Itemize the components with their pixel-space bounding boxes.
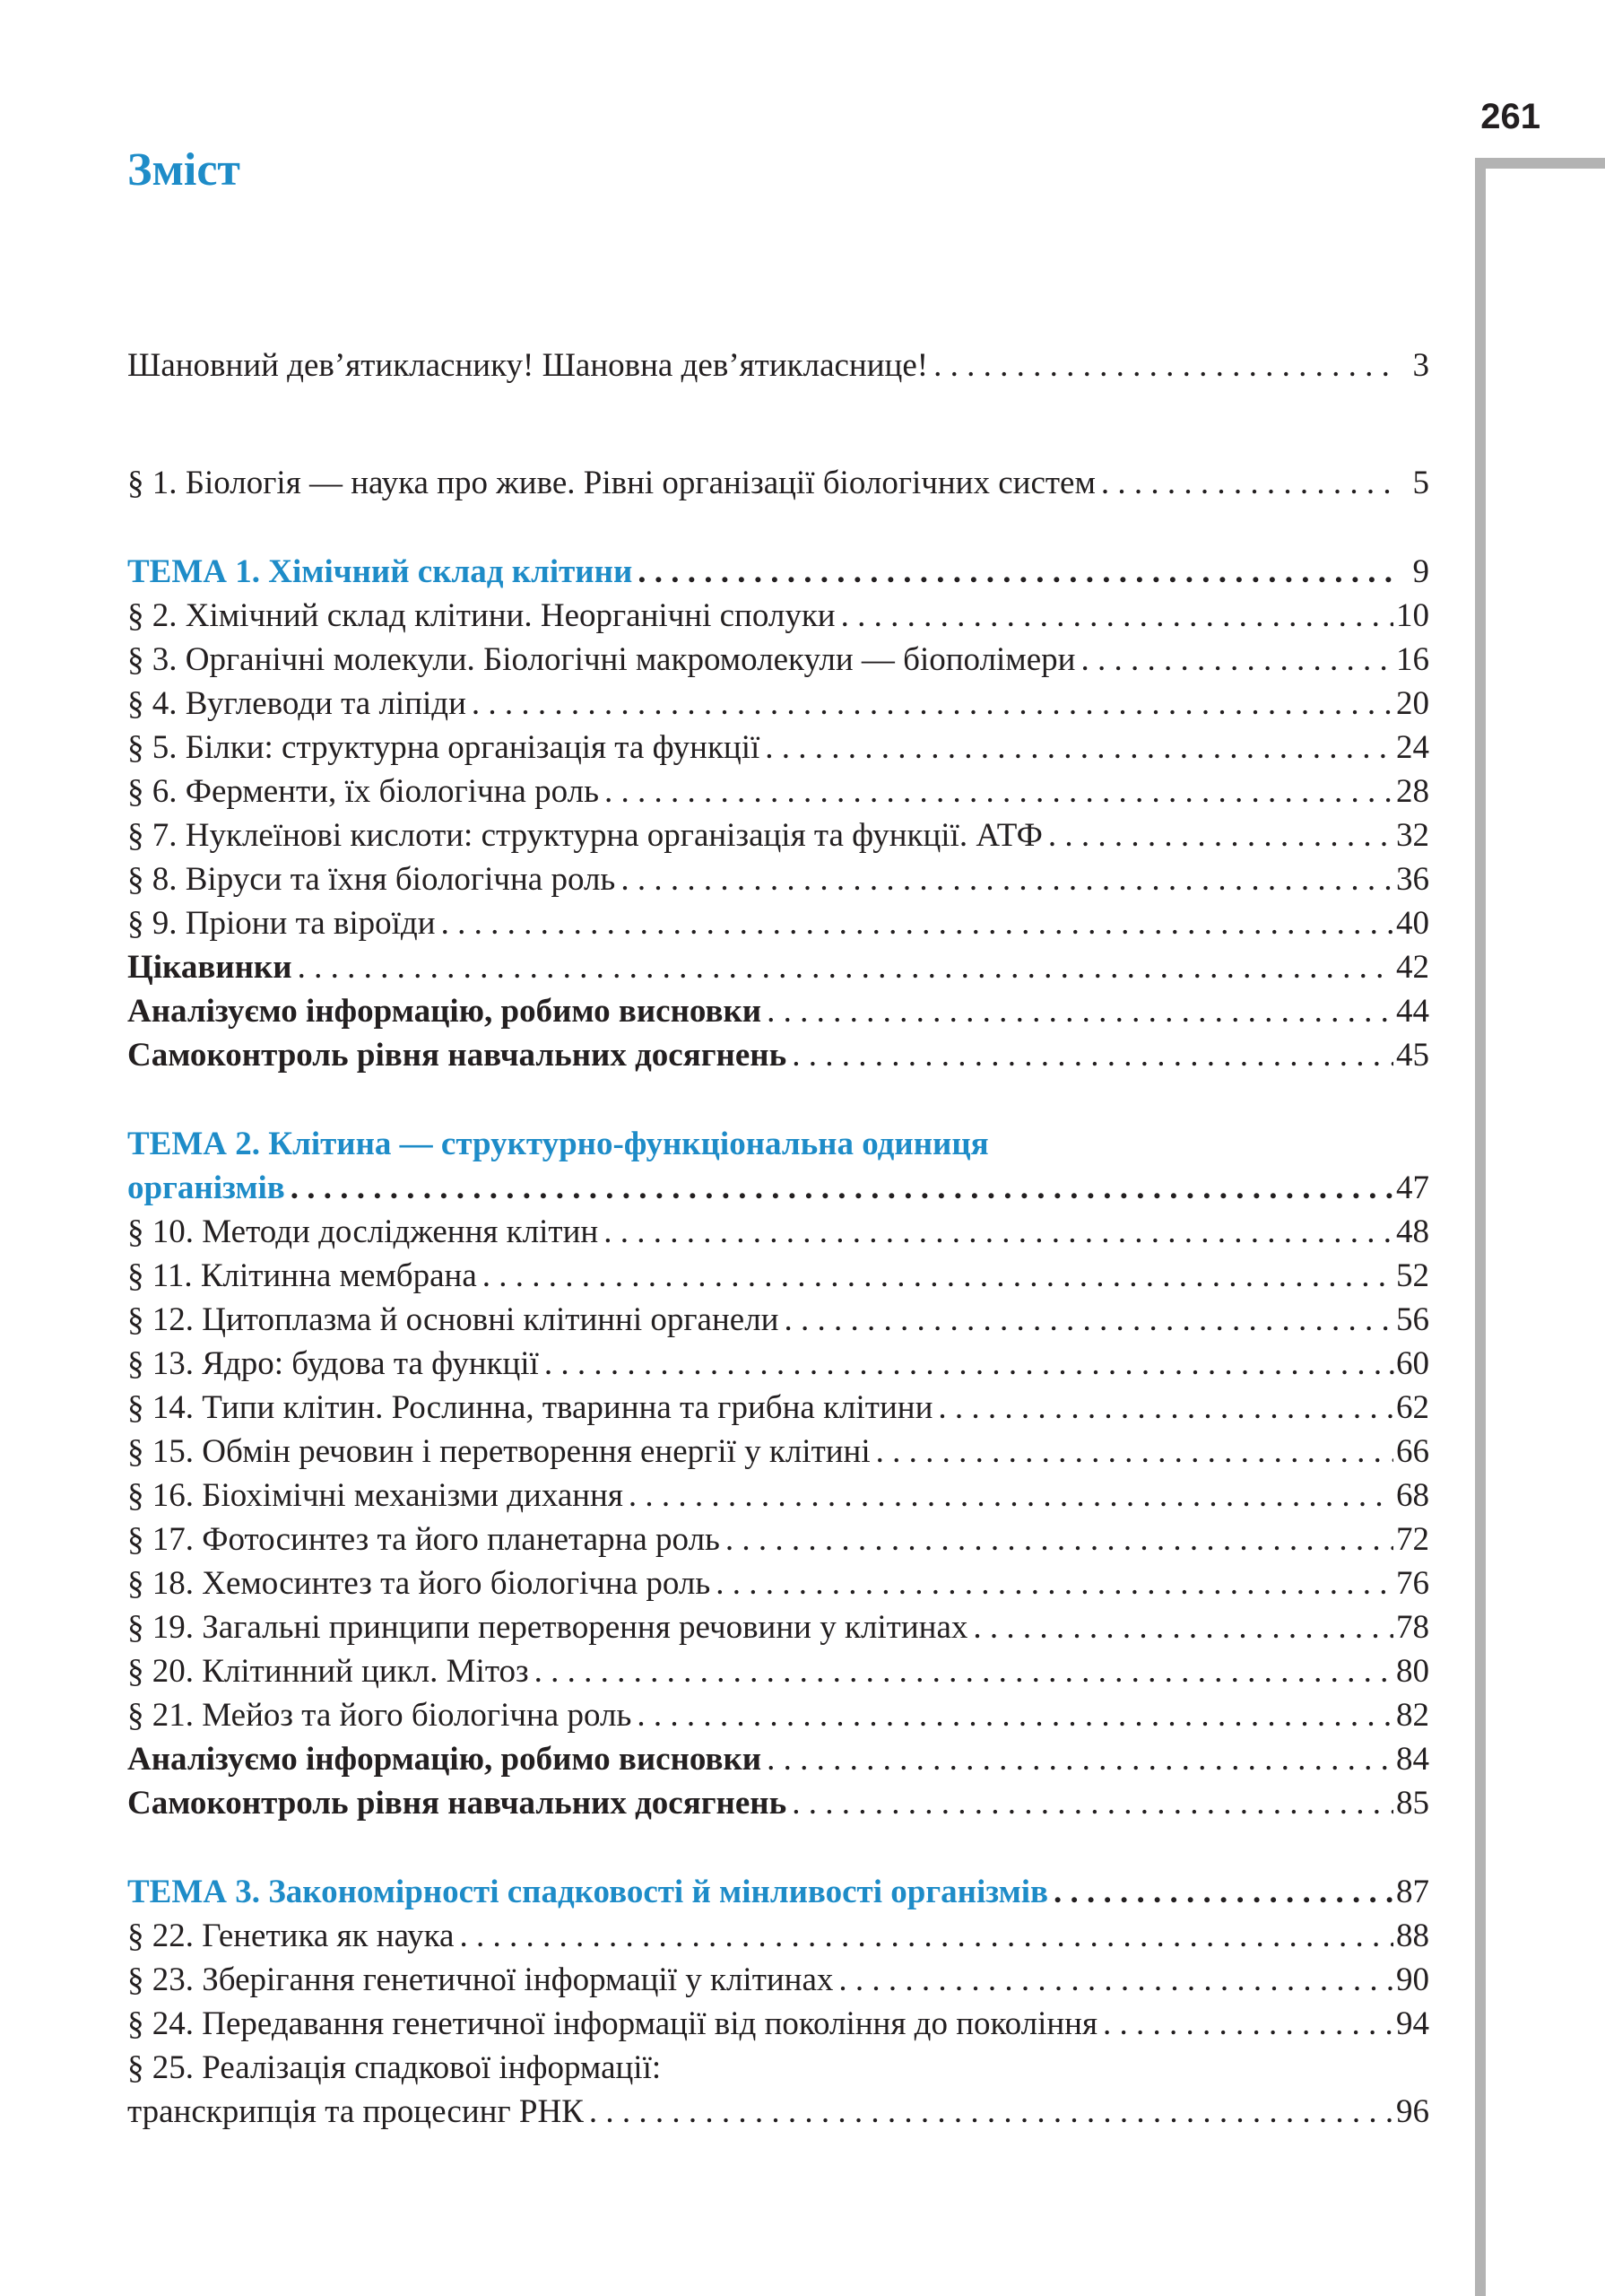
toc-entry-title: § 11. Клітинна мембрана bbox=[127, 1257, 477, 1294]
leader-dots bbox=[539, 1342, 1388, 1386]
toc-topic-title: ТЕМА 3. Закономірності спадковості й мінливості організмів bbox=[127, 1874, 1049, 1910]
toc-entry-page: 47 bbox=[1396, 1170, 1429, 1206]
toc-entry-page: 87 bbox=[1396, 1874, 1429, 1910]
toc-entry-title: Аналізуємо інформацію, робимо висновки bbox=[127, 993, 762, 1030]
toc-entry-s25-line2[interactable] bbox=[127, 2090, 1429, 2134]
toc-topic-2-line1[interactable] bbox=[127, 1122, 1429, 1166]
toc-entry-title: § 6. Ферменти, їх біологічна роль bbox=[127, 773, 599, 810]
toc-entry-title: § 17. Фотосинтез та його планетарна роль bbox=[127, 1521, 720, 1558]
toc-entry[interactable] bbox=[127, 813, 1429, 857]
leader-dots bbox=[436, 901, 1393, 945]
leader-dots bbox=[1043, 813, 1393, 857]
leader-dots bbox=[761, 1737, 1393, 1781]
leader-dots bbox=[632, 550, 1393, 594]
toc-entry-page: 20 bbox=[1396, 685, 1429, 722]
toc-entry-title: § 14. Типи клітин. Рослинна, тваринна та грибна клітини bbox=[127, 1389, 933, 1426]
toc-entry[interactable] bbox=[127, 1649, 1429, 1693]
toc-entry-s25-line1[interactable] bbox=[127, 2046, 1429, 2090]
toc-topic-3[interactable] bbox=[127, 1870, 1429, 1914]
leader-dots bbox=[529, 1649, 1393, 1693]
toc-extra-entry[interactable] bbox=[127, 1033, 1429, 1077]
toc-entry-title: § 4. Вуглеводи та ліпіди bbox=[127, 685, 466, 722]
toc-topic-title: ТЕМА 1. Хімічний склад клітини bbox=[127, 553, 633, 590]
toc-entry-page: 76 bbox=[1396, 1565, 1429, 1602]
toc-entry-title: § 19. Загальні принципи перетворення речовини у клітинах bbox=[127, 1609, 968, 1646]
leader-dots bbox=[292, 945, 1393, 989]
toc-entry-title: Шановний дев’ятикласнику! Шановна дев’ятикласнице! bbox=[127, 347, 929, 384]
leader-dots bbox=[786, 1781, 1393, 1825]
toc-entry[interactable] bbox=[127, 1430, 1429, 1474]
toc-entry-page: 10 bbox=[1396, 597, 1429, 634]
leader-dots bbox=[720, 1518, 1393, 1561]
toc-extra-entry[interactable] bbox=[127, 1781, 1429, 1825]
toc-entry[interactable] bbox=[127, 1605, 1429, 1649]
toc-entry[interactable] bbox=[127, 770, 1429, 813]
toc-entry[interactable] bbox=[127, 1693, 1429, 1737]
leader-dots bbox=[836, 594, 1393, 638]
leader-dots bbox=[1075, 638, 1393, 682]
leader-dots bbox=[761, 989, 1393, 1033]
toc-entry-page: 72 bbox=[1396, 1521, 1429, 1558]
toc-entry-page: 45 bbox=[1396, 1037, 1429, 1074]
toc-entry-title: § 7. Нуклеїнові кислоти: структурна організація та функції. АТФ bbox=[127, 817, 1043, 854]
leader-dots bbox=[477, 1254, 1393, 1298]
page-title: Зміст bbox=[127, 144, 240, 196]
leader-dots bbox=[598, 1210, 1393, 1254]
toc-entry-page: 85 bbox=[1396, 1785, 1429, 1822]
toc-entry-page: 9 bbox=[1412, 553, 1429, 590]
toc-extra-entry[interactable] bbox=[127, 945, 1429, 989]
toc-entry-intro[interactable] bbox=[127, 344, 1429, 387]
toc-entry[interactable] bbox=[127, 1386, 1429, 1430]
toc-entry-page: .60 bbox=[1387, 1345, 1429, 1382]
toc-entry-title: § 22. Генетика як наука bbox=[127, 1918, 455, 1954]
toc-entry-title: Самоконтроль рівня навчальних досягнень bbox=[127, 1785, 787, 1822]
toc-topic-title: ТЕМА 2. Клітина — структурно-функціональна одиниця bbox=[127, 1126, 989, 1162]
toc-entry-page: 32 bbox=[1396, 817, 1429, 854]
leader-dots bbox=[584, 2090, 1393, 2134]
leader-dots bbox=[967, 1605, 1393, 1649]
toc-entry-page: 80 bbox=[1396, 1653, 1429, 1690]
toc-entry[interactable] bbox=[127, 901, 1429, 945]
toc-entry-title: § 16. Біохімічні механізми дихання bbox=[127, 1477, 623, 1514]
toc-entry[interactable] bbox=[127, 1210, 1429, 1254]
toc-entry[interactable] bbox=[127, 594, 1429, 638]
toc-entry-s1[interactable] bbox=[127, 461, 1429, 505]
leader-dots bbox=[285, 1166, 1393, 1210]
toc-entry-page: 42 bbox=[1396, 949, 1429, 986]
toc-topic-title: організмів bbox=[127, 1170, 285, 1206]
toc-entry-page: 16 bbox=[1396, 641, 1429, 678]
toc-entry-title: § 2. Хімічний склад клітини. Неорганічні сполуки bbox=[127, 597, 836, 634]
toc-entry-page: 44 bbox=[1396, 993, 1429, 1030]
toc-entry-page: 88 bbox=[1396, 1918, 1429, 1954]
toc-entry-page: 48 bbox=[1396, 1213, 1429, 1250]
leader-dots bbox=[454, 1914, 1393, 1958]
toc-entry[interactable] bbox=[127, 1561, 1429, 1605]
toc-entry-page: 52 bbox=[1396, 1257, 1429, 1294]
toc-entry-title: § 24. Передавання генетичної інформації від покоління до покоління bbox=[127, 2005, 1097, 2042]
leader-dots bbox=[871, 1430, 1393, 1474]
leader-dots bbox=[933, 1386, 1393, 1430]
toc-entry-title: § 12. Цитоплазма й основні клітинні органели bbox=[127, 1301, 779, 1338]
toc-entry-page: 90 bbox=[1396, 1961, 1429, 1998]
toc-entry-page: 3 bbox=[1412, 347, 1429, 384]
leader-dots bbox=[631, 1693, 1393, 1737]
toc-entry-title: § 8. Віруси та їхня біологічна роль bbox=[127, 861, 616, 898]
toc-entry[interactable] bbox=[127, 857, 1429, 901]
toc-entry[interactable] bbox=[127, 1342, 1429, 1386]
toc-entry[interactable] bbox=[127, 638, 1429, 682]
toc-entry-page: 66 bbox=[1396, 1433, 1429, 1470]
toc-entry-page: 82 bbox=[1396, 1697, 1429, 1734]
toc-entry-page: 40 bbox=[1396, 905, 1429, 942]
toc-entry[interactable] bbox=[127, 2002, 1429, 2046]
toc-entry[interactable] bbox=[127, 726, 1429, 770]
toc-entry-page: 94 bbox=[1396, 2005, 1429, 2042]
toc-entry-page: 84 bbox=[1396, 1741, 1429, 1778]
toc-entry-title: транскрипція та процесинг РНК bbox=[127, 2093, 584, 2130]
toc-entry[interactable] bbox=[127, 1298, 1429, 1342]
toc-entry-page: 68 bbox=[1396, 1477, 1429, 1514]
toc-entry-title: Самоконтроль рівня навчальних досягнень bbox=[127, 1037, 787, 1074]
leader-dots bbox=[759, 726, 1393, 770]
toc-entry-title: § 21. Мейоз та його біологічна роль bbox=[127, 1697, 632, 1734]
toc-entry-page: 62 bbox=[1396, 1389, 1429, 1426]
toc-entry[interactable] bbox=[127, 682, 1429, 726]
leader-dots bbox=[778, 1298, 1393, 1342]
toc-entry-title: § 10. Методи дослідження клітин bbox=[127, 1213, 599, 1250]
toc-entry[interactable] bbox=[127, 1914, 1429, 1958]
toc-entry-title: Аналізуємо інформацію, робимо висновки bbox=[127, 1741, 762, 1778]
leader-dots bbox=[1048, 1870, 1393, 1914]
table-of-contents bbox=[127, 344, 1429, 2134]
toc-entry-page: 24 bbox=[1396, 729, 1429, 766]
toc-entry-title: § 18. Хемосинтез та його біологічна роль bbox=[127, 1565, 711, 1602]
leader-dots bbox=[615, 857, 1393, 901]
toc-entry-title: § 9. Пріони та віроїди bbox=[127, 905, 436, 942]
leader-dots bbox=[599, 770, 1393, 813]
toc-entry-page: 28 bbox=[1396, 773, 1429, 810]
leader-dots bbox=[928, 344, 1393, 387]
toc-entry-title: Цікавинки bbox=[127, 949, 292, 986]
toc-extra-entry[interactable] bbox=[127, 1737, 1429, 1781]
toc-entry-title: § 25. Реалізація спадкової інформації: bbox=[127, 2049, 662, 2086]
toc-entry-page: 96 bbox=[1396, 2093, 1429, 2130]
toc-entry-title: § 1. Біологія — наука про живе. Рівні організації біологічних систем bbox=[127, 465, 1096, 501]
toc-entry-page: 36 bbox=[1396, 861, 1429, 898]
leader-dots bbox=[786, 1033, 1393, 1077]
toc-entry[interactable] bbox=[127, 1474, 1429, 1518]
leader-dots bbox=[1097, 2002, 1393, 2046]
toc-entry-page: 78 bbox=[1396, 1609, 1429, 1646]
toc-entry-title: § 13. Ядро: будова та функції bbox=[127, 1345, 539, 1382]
toc-entry[interactable] bbox=[127, 1958, 1429, 2002]
toc-entry-page: 5 bbox=[1412, 465, 1429, 501]
leader-dots bbox=[710, 1561, 1393, 1605]
side-bar-decoration bbox=[1475, 158, 1605, 2296]
toc-entry[interactable] bbox=[127, 1254, 1429, 1298]
leader-dots bbox=[833, 1958, 1393, 2002]
toc-entry-title: § 3. Органічні молекули. Біологічні макромолекули — біополімери bbox=[127, 641, 1076, 678]
leader-dots bbox=[466, 682, 1393, 726]
toc-topic-1[interactable] bbox=[127, 550, 1429, 594]
toc-entry-title: § 5. Білки: структурна організація та функції bbox=[127, 729, 760, 766]
page-number: 261 bbox=[1480, 97, 1540, 136]
leader-dots bbox=[623, 1474, 1393, 1518]
toc-topic-2-line2[interactable] bbox=[127, 1166, 1429, 1210]
toc-entry-title: § 23. Зберігання генетичної інформації у клітинах bbox=[127, 1961, 834, 1998]
toc-extra-entry[interactable] bbox=[127, 989, 1429, 1033]
toc-entry-title: § 15. Обмін речовин і перетворення енергії у клітині bbox=[127, 1433, 871, 1470]
toc-entry-page: 56 bbox=[1396, 1301, 1429, 1338]
toc-entry-title: § 20. Клітинний цикл. Мітоз bbox=[127, 1653, 529, 1690]
leader-dots bbox=[1096, 461, 1393, 505]
toc-entry[interactable] bbox=[127, 1518, 1429, 1561]
